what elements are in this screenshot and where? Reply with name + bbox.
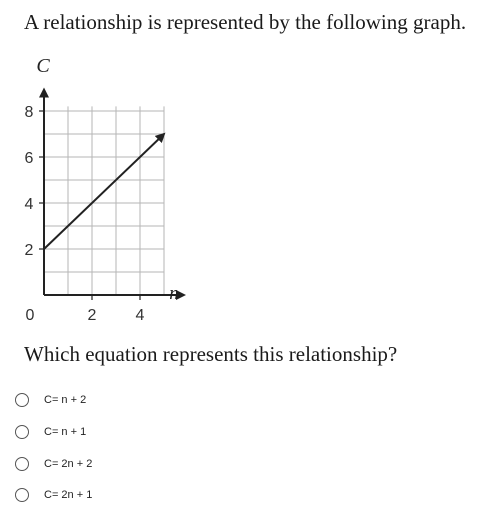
radio-button-icon[interactable] — [15, 488, 29, 502]
relationship-graph — [0, 45, 494, 335]
y-tick-label: 2 — [24, 242, 34, 259]
question-intro: A relationship is represented by the following graph. — [24, 10, 467, 34]
answer-option-2[interactable] — [12, 419, 312, 445]
answer-option-label: C= n + 2 — [44, 394, 87, 406]
graph-grid — [44, 106, 164, 295]
answer-option-label: C= 2n + 2 — [44, 458, 93, 470]
y-axis-label: C — [36, 55, 50, 77]
answer-option-label: C= 2n + 1 — [44, 489, 93, 501]
graph-tick-labels — [25, 104, 145, 324]
answer-option-3[interactable] — [12, 451, 312, 477]
y-tick-label: 8 — [24, 104, 34, 121]
graph-series — [44, 134, 164, 249]
answer-option-4[interactable] — [12, 482, 312, 508]
radio-button-icon[interactable] — [15, 457, 29, 471]
answer-option-1[interactable] — [12, 387, 312, 413]
x-tick-label: 4 — [135, 307, 145, 324]
x-tick-label: 2 — [87, 307, 97, 324]
radio-button-icon[interactable] — [15, 425, 29, 439]
radio-button-icon[interactable] — [15, 393, 29, 407]
y-tick-label: 4 — [24, 196, 34, 213]
origin-label: 0 — [25, 307, 35, 324]
series-line — [44, 134, 164, 249]
answer-option-label: C= n + 1 — [44, 426, 87, 438]
y-tick-label: 6 — [24, 150, 34, 167]
x-axis-label: n — [169, 283, 179, 304]
graph-axes — [44, 90, 184, 296]
question-prompt: Which equation represents this relationship? — [24, 342, 398, 366]
